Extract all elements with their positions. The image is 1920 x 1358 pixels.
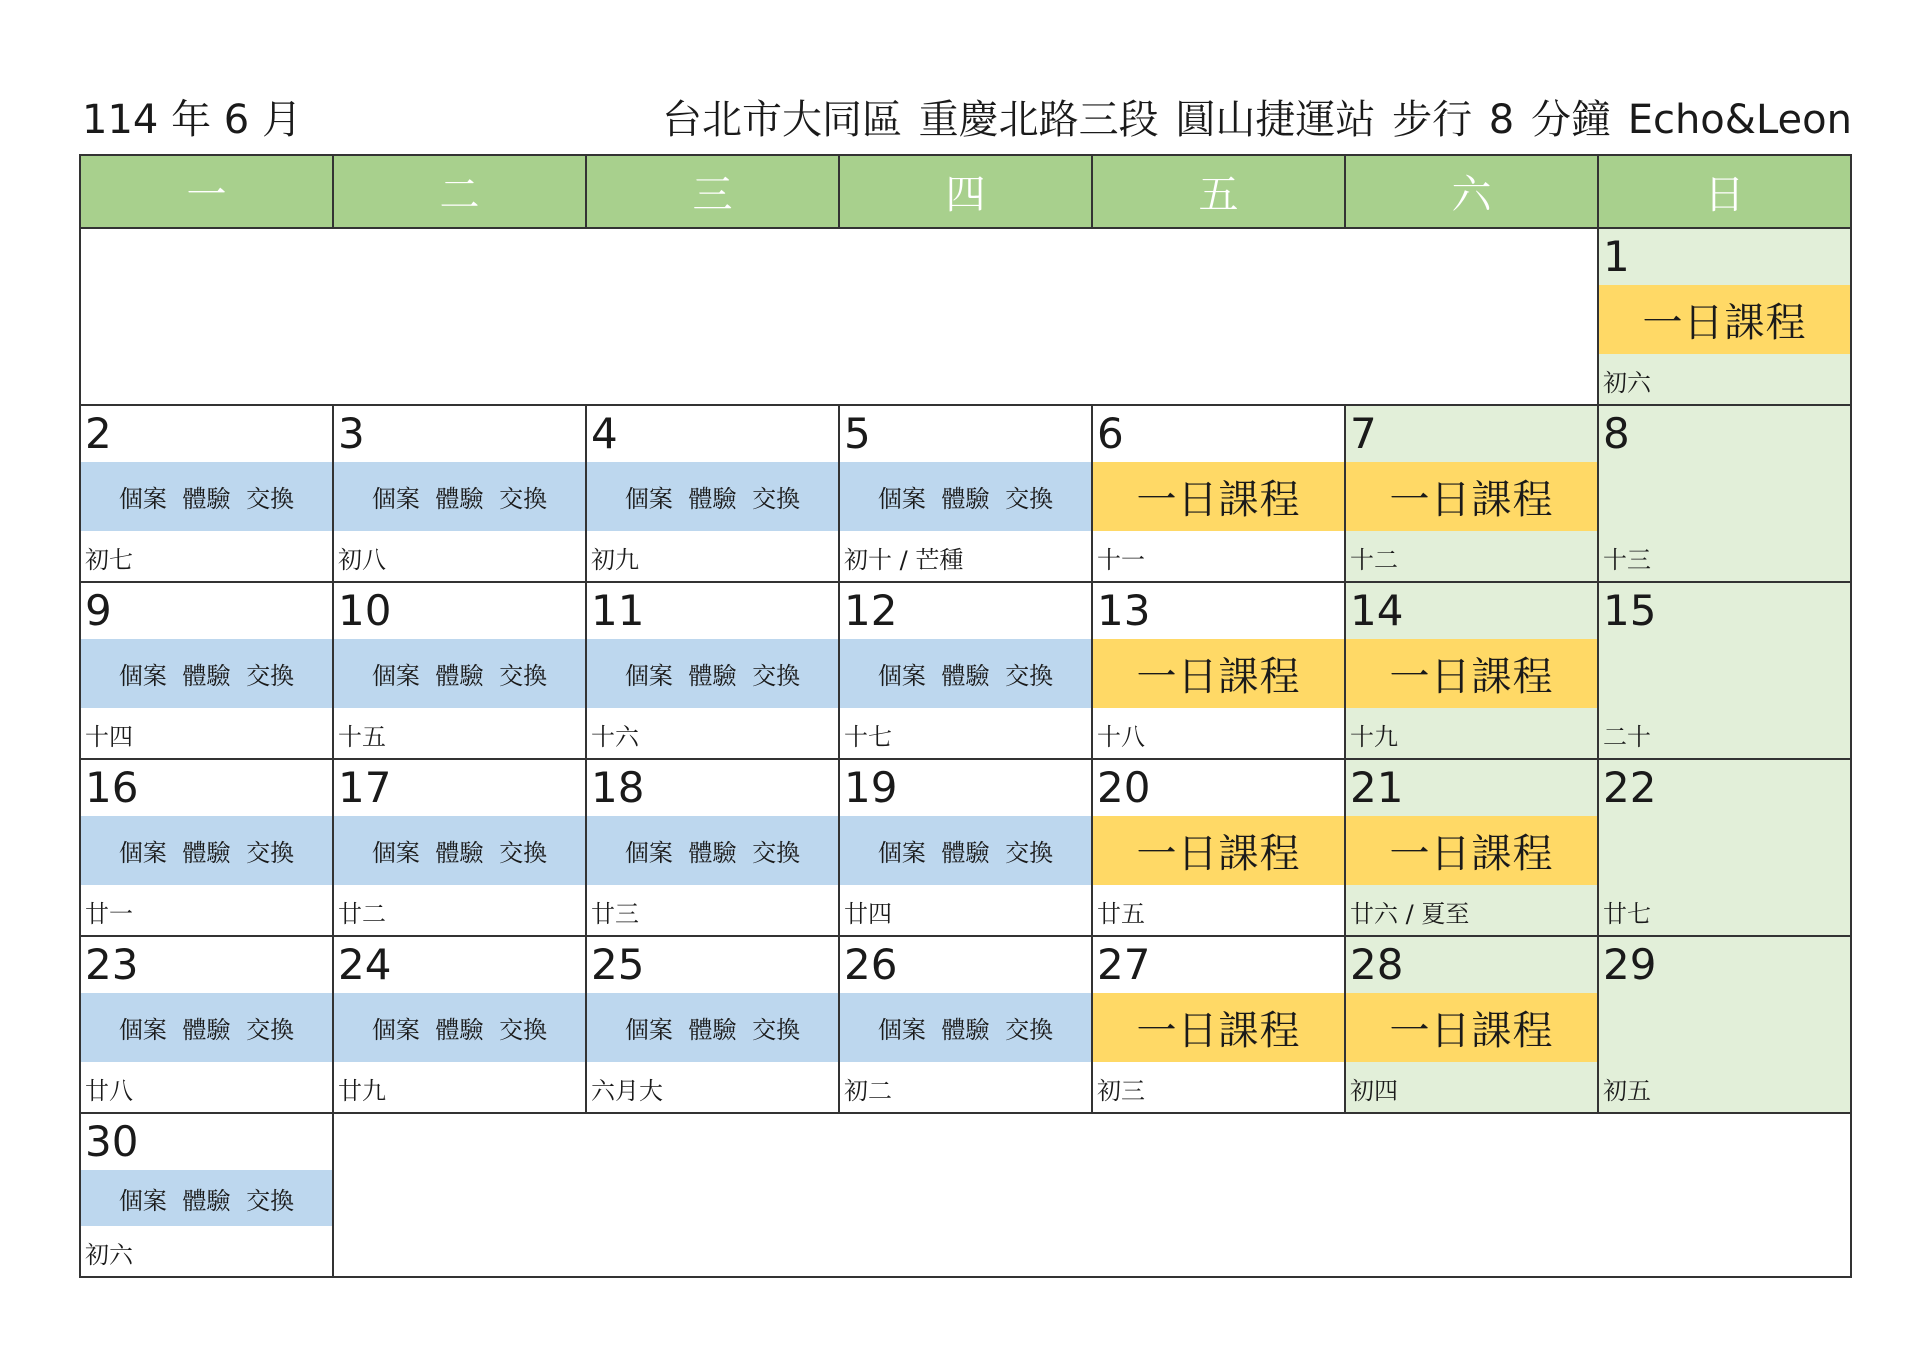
day-number: 18 bbox=[591, 763, 645, 812]
day-cell-content bbox=[1346, 583, 1597, 758]
session-event[interactable]: 個案 體驗 交換 bbox=[81, 816, 332, 885]
day-cell-content bbox=[334, 760, 585, 935]
weekday-header: 五 bbox=[1092, 155, 1345, 228]
week-row bbox=[80, 228, 1851, 405]
day-cell-content bbox=[1093, 937, 1344, 1112]
weekday-header: 三 bbox=[586, 155, 839, 228]
lunar-date: 初三 bbox=[1097, 1077, 1145, 1105]
weekday-header-row bbox=[80, 155, 1851, 228]
day-cell[interactable] bbox=[333, 405, 586, 582]
week-row bbox=[80, 759, 1851, 936]
course-event[interactable]: 一日課程 bbox=[1346, 639, 1597, 708]
lunar-date: 初八 bbox=[338, 546, 386, 574]
day-cell-content bbox=[1599, 760, 1850, 935]
course-event[interactable]: 一日課程 bbox=[1093, 462, 1344, 531]
day-cell-content bbox=[587, 583, 838, 758]
day-cell[interactable] bbox=[1092, 759, 1345, 936]
session-event[interactable]: 個案 體驗 交換 bbox=[81, 1170, 332, 1226]
day-cell[interactable] bbox=[586, 759, 839, 936]
day-cell[interactable] bbox=[1598, 582, 1851, 759]
day-cell[interactable] bbox=[839, 759, 1092, 936]
day-number: 20 bbox=[1097, 763, 1151, 812]
lunar-date: 廿八 bbox=[85, 1077, 133, 1105]
day-number: 29 bbox=[1603, 940, 1657, 989]
day-number: 11 bbox=[591, 586, 645, 635]
course-event[interactable]: 一日課程 bbox=[1346, 993, 1597, 1062]
lunar-date: 十二 bbox=[1350, 546, 1398, 574]
session-event[interactable]: 個案 體驗 交換 bbox=[587, 993, 838, 1062]
weekday-header: 六 bbox=[1345, 155, 1598, 228]
day-cell[interactable] bbox=[80, 405, 333, 582]
day-cell-content bbox=[840, 760, 1091, 935]
day-number: 4 bbox=[591, 409, 618, 458]
calendar-body bbox=[80, 228, 1851, 1277]
day-number: 17 bbox=[338, 763, 392, 812]
day-cell-content bbox=[1093, 406, 1344, 581]
title-row bbox=[82, 94, 1852, 146]
session-event[interactable]: 個案 體驗 交換 bbox=[81, 639, 332, 708]
day-number: 12 bbox=[844, 586, 898, 635]
session-event[interactable]: 個案 體驗 交換 bbox=[334, 816, 585, 885]
course-event[interactable]: 一日課程 bbox=[1093, 639, 1344, 708]
course-event[interactable]: 一日課程 bbox=[1346, 462, 1597, 531]
day-cell-content bbox=[1093, 583, 1344, 758]
day-cell-content bbox=[1346, 760, 1597, 935]
lunar-date: 十五 bbox=[338, 723, 386, 751]
day-cell[interactable] bbox=[586, 582, 839, 759]
day-number: 15 bbox=[1603, 586, 1657, 635]
day-number: 6 bbox=[1097, 409, 1124, 458]
day-cell[interactable] bbox=[1345, 405, 1598, 582]
lunar-date: 初九 bbox=[591, 546, 639, 574]
session-event[interactable]: 個案 體驗 交換 bbox=[587, 639, 838, 708]
weekday-header: 四 bbox=[839, 155, 1092, 228]
day-cell[interactable] bbox=[333, 936, 586, 1113]
weekday-header: 二 bbox=[333, 155, 586, 228]
day-cell-content bbox=[840, 937, 1091, 1112]
day-number: 19 bbox=[844, 763, 898, 812]
day-number: 3 bbox=[338, 409, 365, 458]
calendar-table bbox=[79, 154, 1852, 1278]
lunar-date: 十四 bbox=[85, 723, 133, 751]
day-number: 9 bbox=[85, 586, 112, 635]
day-cell-content bbox=[334, 406, 585, 581]
week-row bbox=[80, 1113, 1851, 1277]
day-cell[interactable] bbox=[1598, 228, 1851, 405]
day-cell[interactable] bbox=[1092, 582, 1345, 759]
lunar-date: 初二 bbox=[844, 1077, 892, 1105]
day-number: 2 bbox=[85, 409, 112, 458]
day-cell-content bbox=[81, 1114, 332, 1276]
lunar-date: 廿七 bbox=[1603, 900, 1651, 928]
day-cell-content bbox=[81, 406, 332, 581]
day-cell-content bbox=[587, 937, 838, 1112]
day-cell-content bbox=[840, 583, 1091, 758]
day-number: 24 bbox=[338, 940, 392, 989]
lunar-date: 十一 bbox=[1097, 546, 1145, 574]
day-number: 14 bbox=[1350, 586, 1404, 635]
lunar-date: 廿一 bbox=[85, 900, 133, 928]
day-cell[interactable] bbox=[1598, 759, 1851, 936]
day-number: 7 bbox=[1350, 409, 1377, 458]
day-cell-content bbox=[587, 406, 838, 581]
day-cell[interactable] bbox=[839, 936, 1092, 1113]
lunar-date: 初四 bbox=[1350, 1077, 1398, 1105]
day-cell[interactable] bbox=[80, 1113, 333, 1277]
day-cell[interactable] bbox=[333, 759, 586, 936]
day-number: 8 bbox=[1603, 409, 1630, 458]
day-cell-content bbox=[1346, 937, 1597, 1112]
day-number: 30 bbox=[85, 1117, 139, 1166]
day-cell[interactable] bbox=[839, 582, 1092, 759]
day-cell-content bbox=[81, 760, 332, 935]
day-cell-content bbox=[1093, 760, 1344, 935]
lunar-date: 六月大 bbox=[591, 1077, 663, 1105]
day-cell[interactable] bbox=[1345, 582, 1598, 759]
day-number: 13 bbox=[1097, 586, 1151, 635]
lunar-date: 廿九 bbox=[338, 1077, 386, 1105]
course-event[interactable]: 一日課程 bbox=[1599, 285, 1850, 354]
day-cell-content bbox=[1599, 937, 1850, 1112]
lunar-date: 初七 bbox=[85, 546, 133, 574]
lunar-date: 初六 bbox=[85, 1241, 133, 1269]
lunar-date: 廿三 bbox=[591, 900, 639, 928]
day-cell-content bbox=[1599, 229, 1850, 404]
day-cell[interactable] bbox=[1345, 759, 1598, 936]
day-cell-content bbox=[81, 583, 332, 758]
day-number: 27 bbox=[1097, 940, 1151, 989]
day-number: 25 bbox=[591, 940, 645, 989]
lunar-date: 初十 / 芒種 bbox=[844, 546, 964, 574]
day-number: 16 bbox=[85, 763, 139, 812]
lunar-date: 十九 bbox=[1350, 723, 1398, 751]
week-row bbox=[80, 582, 1851, 759]
empty-cell bbox=[80, 228, 1598, 405]
day-number: 28 bbox=[1350, 940, 1404, 989]
session-event[interactable]: 個案 體驗 交換 bbox=[334, 639, 585, 708]
lunar-date: 十三 bbox=[1603, 546, 1651, 574]
session-event[interactable]: 個案 體驗 交換 bbox=[81, 462, 332, 531]
month-title: 114 年 6 月 bbox=[82, 97, 302, 143]
weekday-header: 一 bbox=[80, 155, 333, 228]
session-event[interactable]: 個案 體驗 交換 bbox=[334, 462, 585, 531]
day-cell-content bbox=[81, 937, 332, 1112]
day-number: 1 bbox=[1603, 232, 1630, 281]
session-event[interactable]: 個案 體驗 交換 bbox=[840, 993, 1091, 1062]
lunar-date: 十七 bbox=[844, 723, 892, 751]
session-event[interactable]: 個案 體驗 交換 bbox=[840, 462, 1091, 531]
day-cell[interactable] bbox=[1092, 936, 1345, 1113]
day-cell[interactable] bbox=[333, 582, 586, 759]
day-cell-content bbox=[1599, 583, 1850, 758]
weekday-header: 日 bbox=[1598, 155, 1851, 228]
lunar-date: 初六 bbox=[1603, 369, 1651, 397]
day-cell-content bbox=[1346, 406, 1597, 581]
week-row bbox=[80, 936, 1851, 1113]
day-cell[interactable] bbox=[80, 936, 333, 1113]
lunar-date: 廿四 bbox=[844, 900, 892, 928]
course-event[interactable]: 一日課程 bbox=[1093, 993, 1344, 1062]
session-event[interactable]: 個案 體驗 交換 bbox=[587, 462, 838, 531]
lunar-date: 初五 bbox=[1603, 1077, 1651, 1105]
day-cell[interactable] bbox=[80, 759, 333, 936]
day-number: 10 bbox=[338, 586, 392, 635]
day-cell[interactable] bbox=[80, 582, 333, 759]
day-cell[interactable] bbox=[1345, 936, 1598, 1113]
empty-cell bbox=[333, 1113, 1851, 1277]
lunar-date: 十八 bbox=[1097, 723, 1145, 751]
session-event[interactable]: 個案 體驗 交換 bbox=[334, 993, 585, 1062]
lunar-date: 廿五 bbox=[1097, 900, 1145, 928]
location-info: 台北市大同區 重慶北路三段 圓山捷運站 步行 8 分鐘 Echo&Leon bbox=[661, 97, 1852, 143]
day-number: 22 bbox=[1603, 763, 1657, 812]
lunar-date: 廿六 / 夏至 bbox=[1350, 900, 1470, 928]
course-event[interactable]: 一日課程 bbox=[1093, 816, 1344, 885]
day-cell[interactable] bbox=[1598, 936, 1851, 1113]
day-cell-content bbox=[1599, 406, 1850, 581]
session-event[interactable]: 個案 體驗 交換 bbox=[587, 816, 838, 885]
day-cell-content bbox=[334, 583, 585, 758]
day-number: 5 bbox=[844, 409, 871, 458]
day-cell[interactable] bbox=[586, 405, 839, 582]
day-cell[interactable] bbox=[1598, 405, 1851, 582]
day-cell-content bbox=[587, 760, 838, 935]
day-number: 26 bbox=[844, 940, 898, 989]
session-event[interactable]: 個案 體驗 交換 bbox=[81, 993, 332, 1062]
day-cell[interactable] bbox=[839, 405, 1092, 582]
lunar-date: 十六 bbox=[591, 723, 639, 751]
lunar-date: 廿二 bbox=[338, 900, 386, 928]
day-number: 21 bbox=[1350, 763, 1404, 812]
session-event[interactable]: 個案 體驗 交換 bbox=[840, 639, 1091, 708]
session-event[interactable]: 個案 體驗 交換 bbox=[840, 816, 1091, 885]
lunar-date: 二十 bbox=[1603, 723, 1651, 751]
day-cell[interactable] bbox=[1092, 405, 1345, 582]
day-number: 23 bbox=[85, 940, 139, 989]
course-event[interactable]: 一日課程 bbox=[1346, 816, 1597, 885]
day-cell[interactable] bbox=[586, 936, 839, 1113]
day-cell-content bbox=[840, 406, 1091, 581]
day-cell-content bbox=[334, 937, 585, 1112]
week-row bbox=[80, 405, 1851, 582]
